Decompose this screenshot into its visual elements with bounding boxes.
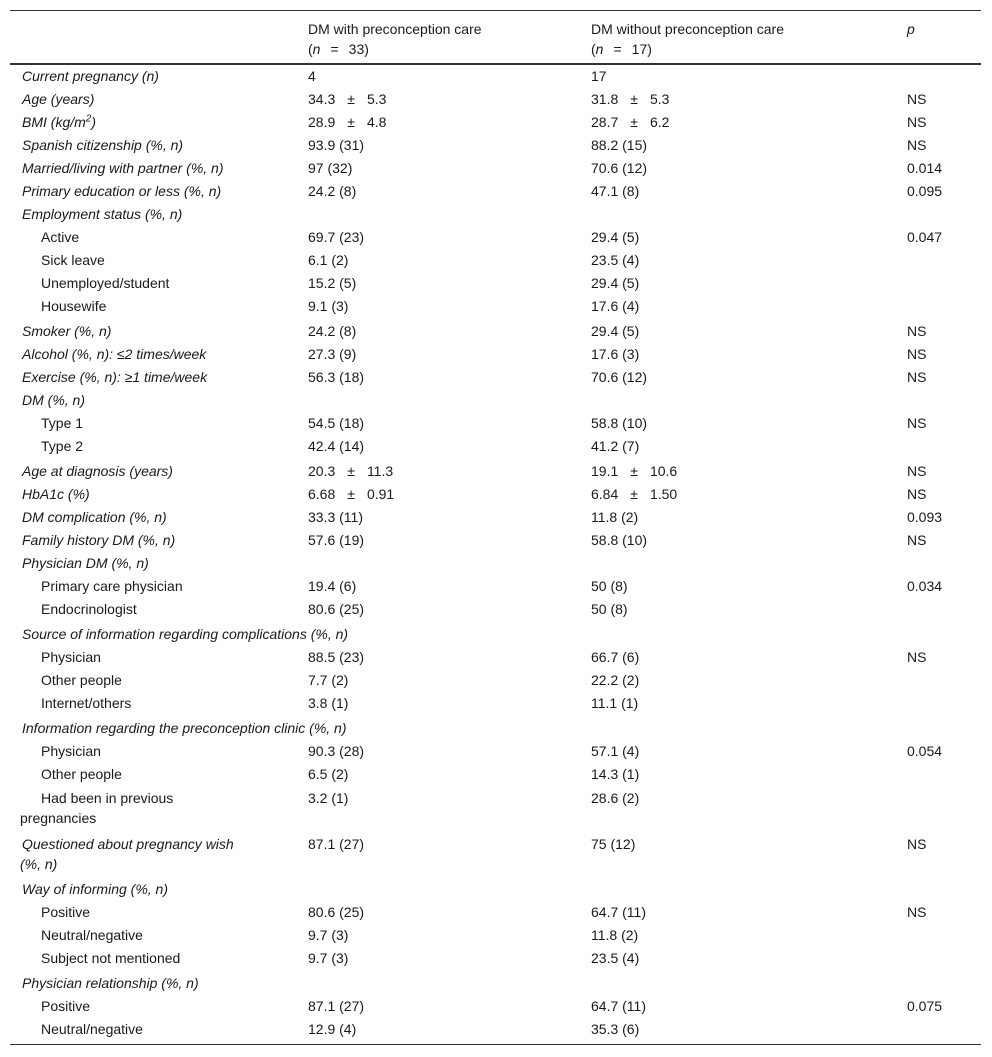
table-row: Type 1 54.5 (18) 58.8 (10) NS <box>41 415 927 431</box>
table-row: Physician 88.5 (23) 66.7 (6) NS <box>41 649 927 665</box>
header-with-care: DM with preconception care (n = 33) <box>308 21 482 57</box>
table-row: Neutral/negative 9.7 (3) 11.8 (2) <box>41 927 639 943</box>
table-row: Physician 90.3 (28) 57.1 (4) 0.054 <box>41 743 943 759</box>
header-without-care: DM without preconception care (n = 17) <box>591 21 784 57</box>
section-heading: Way of informing (%, n) <box>22 881 169 897</box>
table-row: Alcohol (%, n): ≤2 times/week 27.3 (9) 17.6 (3) NS <box>22 346 927 362</box>
table-row: Other people 6.5 (2) 14.3 (1) <box>41 766 640 782</box>
section-heading: Employment status (%, n) <box>22 206 183 222</box>
table-row: BMI $(kg/m^2)$ 28.9 ± 4.8 28.7 ± 6.2 NS <box>22 113 927 130</box>
table-row: Positive 80.6 (25) 64.7 (11) NS <box>41 904 927 920</box>
section-heading: Source of information regarding complications (%, n) <box>22 626 349 642</box>
table-row: Neutral/negative 12.9 (4) 35.3 (6) <box>41 1021 640 1037</box>
table-row: Type 2 42.4 (14) 41.2 (7) <box>41 438 640 454</box>
section-heading: Information regarding the preconception clinic (%, n) <box>22 720 347 736</box>
header-label-cell <box>10 11 308 63</box>
table-header <box>10 11 981 63</box>
table-row: Had been in previous pregnancies 3.2 (1) 28.6 (2) <box>20 790 640 826</box>
table-row: Housewife 9.1 (3) 17.6 (4) <box>41 298 640 314</box>
table-row: Internet/others 3.8 (1) 11.1 (1) <box>41 695 639 711</box>
table-row: HbA1c (%) 6.68 ± 0.91 6.84 ± 1.50 NS <box>22 486 927 502</box>
table-row: Sick leave 6.1 (2) 23.5 (4) <box>41 252 640 268</box>
table-row: Active 69.7 (23) 29.4 (5) 0.047 <box>41 229 943 245</box>
table-row: DM complication (%, n) 33.3 (11) 11.8 (2) 0.093 <box>22 509 943 525</box>
table-row: Endocrinologist 80.6 (25) 50 (8) <box>41 601 628 617</box>
section-heading: DM (%, n) <box>22 392 85 408</box>
table-row: Age (years) 34.3 ± 5.3 31.8 ± 5.3 NS <box>22 91 927 107</box>
table-row: Positive 87.1 (27) 64.7 (11) 0.075 <box>41 998 943 1014</box>
table-row: Questioned about pregnancy wish (%, n) 87.1 (27) 75 (12) NS <box>20 836 927 872</box>
table-row: Age at diagnosis (years) 20.3 ± 11.3 19.1 ± 10.6 NS <box>22 463 927 479</box>
comparison-table <box>10 10 981 1045</box>
table-row: Current pregnancy (n) 4 17 <box>22 68 607 84</box>
section-heading: Physician DM (%, n) <box>22 555 149 571</box>
table-row: Spanish citizenship (%, n) 93.9 (31) 88.2 (15) NS <box>22 137 927 153</box>
table-row: Primary care physician 19.4 (6) 50 (8) 0.034 <box>41 578 943 594</box>
header-p-value: p <box>907 21 915 37</box>
table-row: Unemployed/student 15.2 (5) 29.4 (5) <box>41 275 640 291</box>
table-row: Family history DM (%, n) 57.6 (19) 58.8 (10) NS <box>22 532 927 548</box>
table-row: Smoker (%, n) 24.2 (8) 29.4 (5) NS <box>22 323 927 339</box>
table-row: Exercise (%, n): ≥1 time/week 56.3 (18) 70.6 (12) NS <box>22 369 927 385</box>
table-row: Married/living with partner (%, n) 97 (32) 70.6 (12) 0.014 <box>22 160 943 176</box>
table-row: Other people 7.7 (2) 22.2 (2) <box>41 672 640 688</box>
section-heading: Physician relationship (%, n) <box>22 975 199 991</box>
table-row: Primary education or less (%, n) 24.2 (8) 47.1 (8) 0.095 <box>22 183 943 199</box>
table-bottom-rule <box>10 1044 981 1045</box>
table-row: Subject not mentioned 9.7 (3) 23.5 (4) <box>41 950 640 966</box>
